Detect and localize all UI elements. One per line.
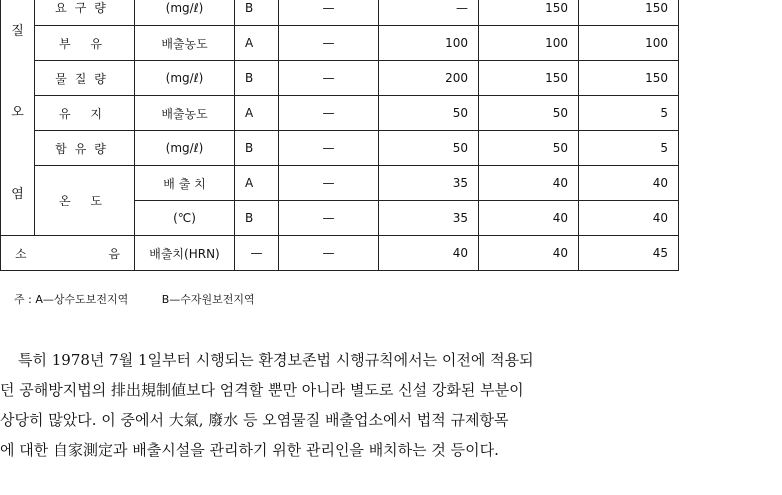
item-cell: 온 도	[35, 166, 135, 236]
footnote-zone-b: B—수자원보전지역	[161, 293, 255, 306]
item-cell	[35, 0, 135, 26]
body-paragraph	[0, 345, 782, 465]
unit-cell: (mg/ℓ)	[135, 131, 235, 166]
zone-cell: B	[235, 201, 279, 236]
noise-label-left: 소	[15, 246, 27, 261]
value-cell: 150	[479, 0, 579, 26]
value-cell: 200	[379, 61, 479, 96]
paragraph-line: 던 공해방지법의 排出規制値보다 엄격할 뿐만 아니라 별도로 신설 강화된 부분이	[0, 381, 524, 399]
value-cell: 100	[479, 26, 579, 61]
value-cell: 50	[379, 131, 479, 166]
value-cell: 100	[579, 26, 679, 61]
table-row	[1, 0, 771, 26]
side-char: 질	[11, 24, 24, 40]
value-cell: —	[379, 0, 479, 26]
item-text: 요구량	[55, 1, 114, 15]
value-cell: 40	[579, 201, 679, 236]
item-cell: 물질량	[35, 61, 135, 96]
value-cell: 150	[579, 0, 679, 26]
zone-cell: —	[235, 236, 279, 271]
table-row-noise	[1, 236, 771, 271]
value-cell: 40	[479, 166, 579, 201]
value-cell: 40	[479, 201, 579, 236]
value-cell: 100	[379, 26, 479, 61]
table-footnote	[14, 291, 285, 307]
table-row	[1, 96, 771, 131]
unit-cell: 배출치(HRN)	[135, 236, 235, 271]
table-row	[1, 26, 771, 61]
noise-label-right: 음	[108, 246, 120, 261]
zone-cell: A	[235, 26, 279, 61]
footnote-zone-a: 주 : A—상수도보전지역	[14, 293, 129, 306]
value-cell: —	[279, 131, 379, 166]
zone-cell: B	[235, 61, 279, 96]
water-pollution-side-label	[1, 0, 35, 236]
table-row	[1, 166, 771, 201]
value-cell: —	[279, 0, 379, 26]
table-row	[1, 131, 771, 166]
table-row	[1, 61, 771, 96]
value-cell: 5	[579, 131, 679, 166]
unit-cell: (℃)	[135, 201, 235, 236]
value-cell: —	[279, 26, 379, 61]
value-cell: 5	[579, 96, 679, 131]
value-cell: 40	[379, 236, 479, 271]
zone-cell: A	[235, 96, 279, 131]
item-cell: 부 유	[35, 26, 135, 61]
noise-label-cell	[1, 236, 135, 271]
value-cell: —	[279, 61, 379, 96]
value-cell: —	[279, 236, 379, 271]
value-cell: 50	[379, 96, 479, 131]
value-cell: —	[279, 166, 379, 201]
value-cell: 40	[479, 236, 579, 271]
paragraph-line: 상당히 많았다. 이 중에서 大氣, 廢水 등 오염물질 배출업소에서 법적 규제항목	[0, 411, 509, 429]
unit-cell: (mg/ℓ)	[135, 61, 235, 96]
zone-cell: A	[235, 166, 279, 201]
item-cell: 유 지	[35, 96, 135, 131]
value-cell: 150	[579, 61, 679, 96]
value-cell: —	[279, 96, 379, 131]
zone-cell: B	[235, 0, 279, 26]
value-cell: —	[279, 201, 379, 236]
unit-cell: (mg/ℓ)	[135, 0, 235, 26]
unit-cell: 배출농도	[135, 26, 235, 61]
value-cell: 45	[579, 236, 679, 271]
unit-cell: 배 출 치	[135, 166, 235, 201]
value-cell: 35	[379, 201, 479, 236]
value-cell: 50	[479, 131, 579, 166]
paragraph-line: 에 대한 自家測定과 배출시설을 관리하기 위한 관리인을 배치하는 것 등이다.	[0, 441, 499, 459]
unit-cell: 배출농도	[135, 96, 235, 131]
value-cell: 50	[479, 96, 579, 131]
paragraph-line: 특히 1978년 7월 1일부터 시행되는 환경보존법 시행규칙에서는 이전에 적용되	[18, 351, 534, 369]
side-char: 오	[11, 105, 24, 121]
item-cell: 함유량	[35, 131, 135, 166]
side-char: 염	[11, 186, 24, 202]
value-cell: 150	[479, 61, 579, 96]
value-cell: 40	[579, 166, 679, 201]
zone-cell: B	[235, 131, 279, 166]
value-cell: 35	[379, 166, 479, 201]
